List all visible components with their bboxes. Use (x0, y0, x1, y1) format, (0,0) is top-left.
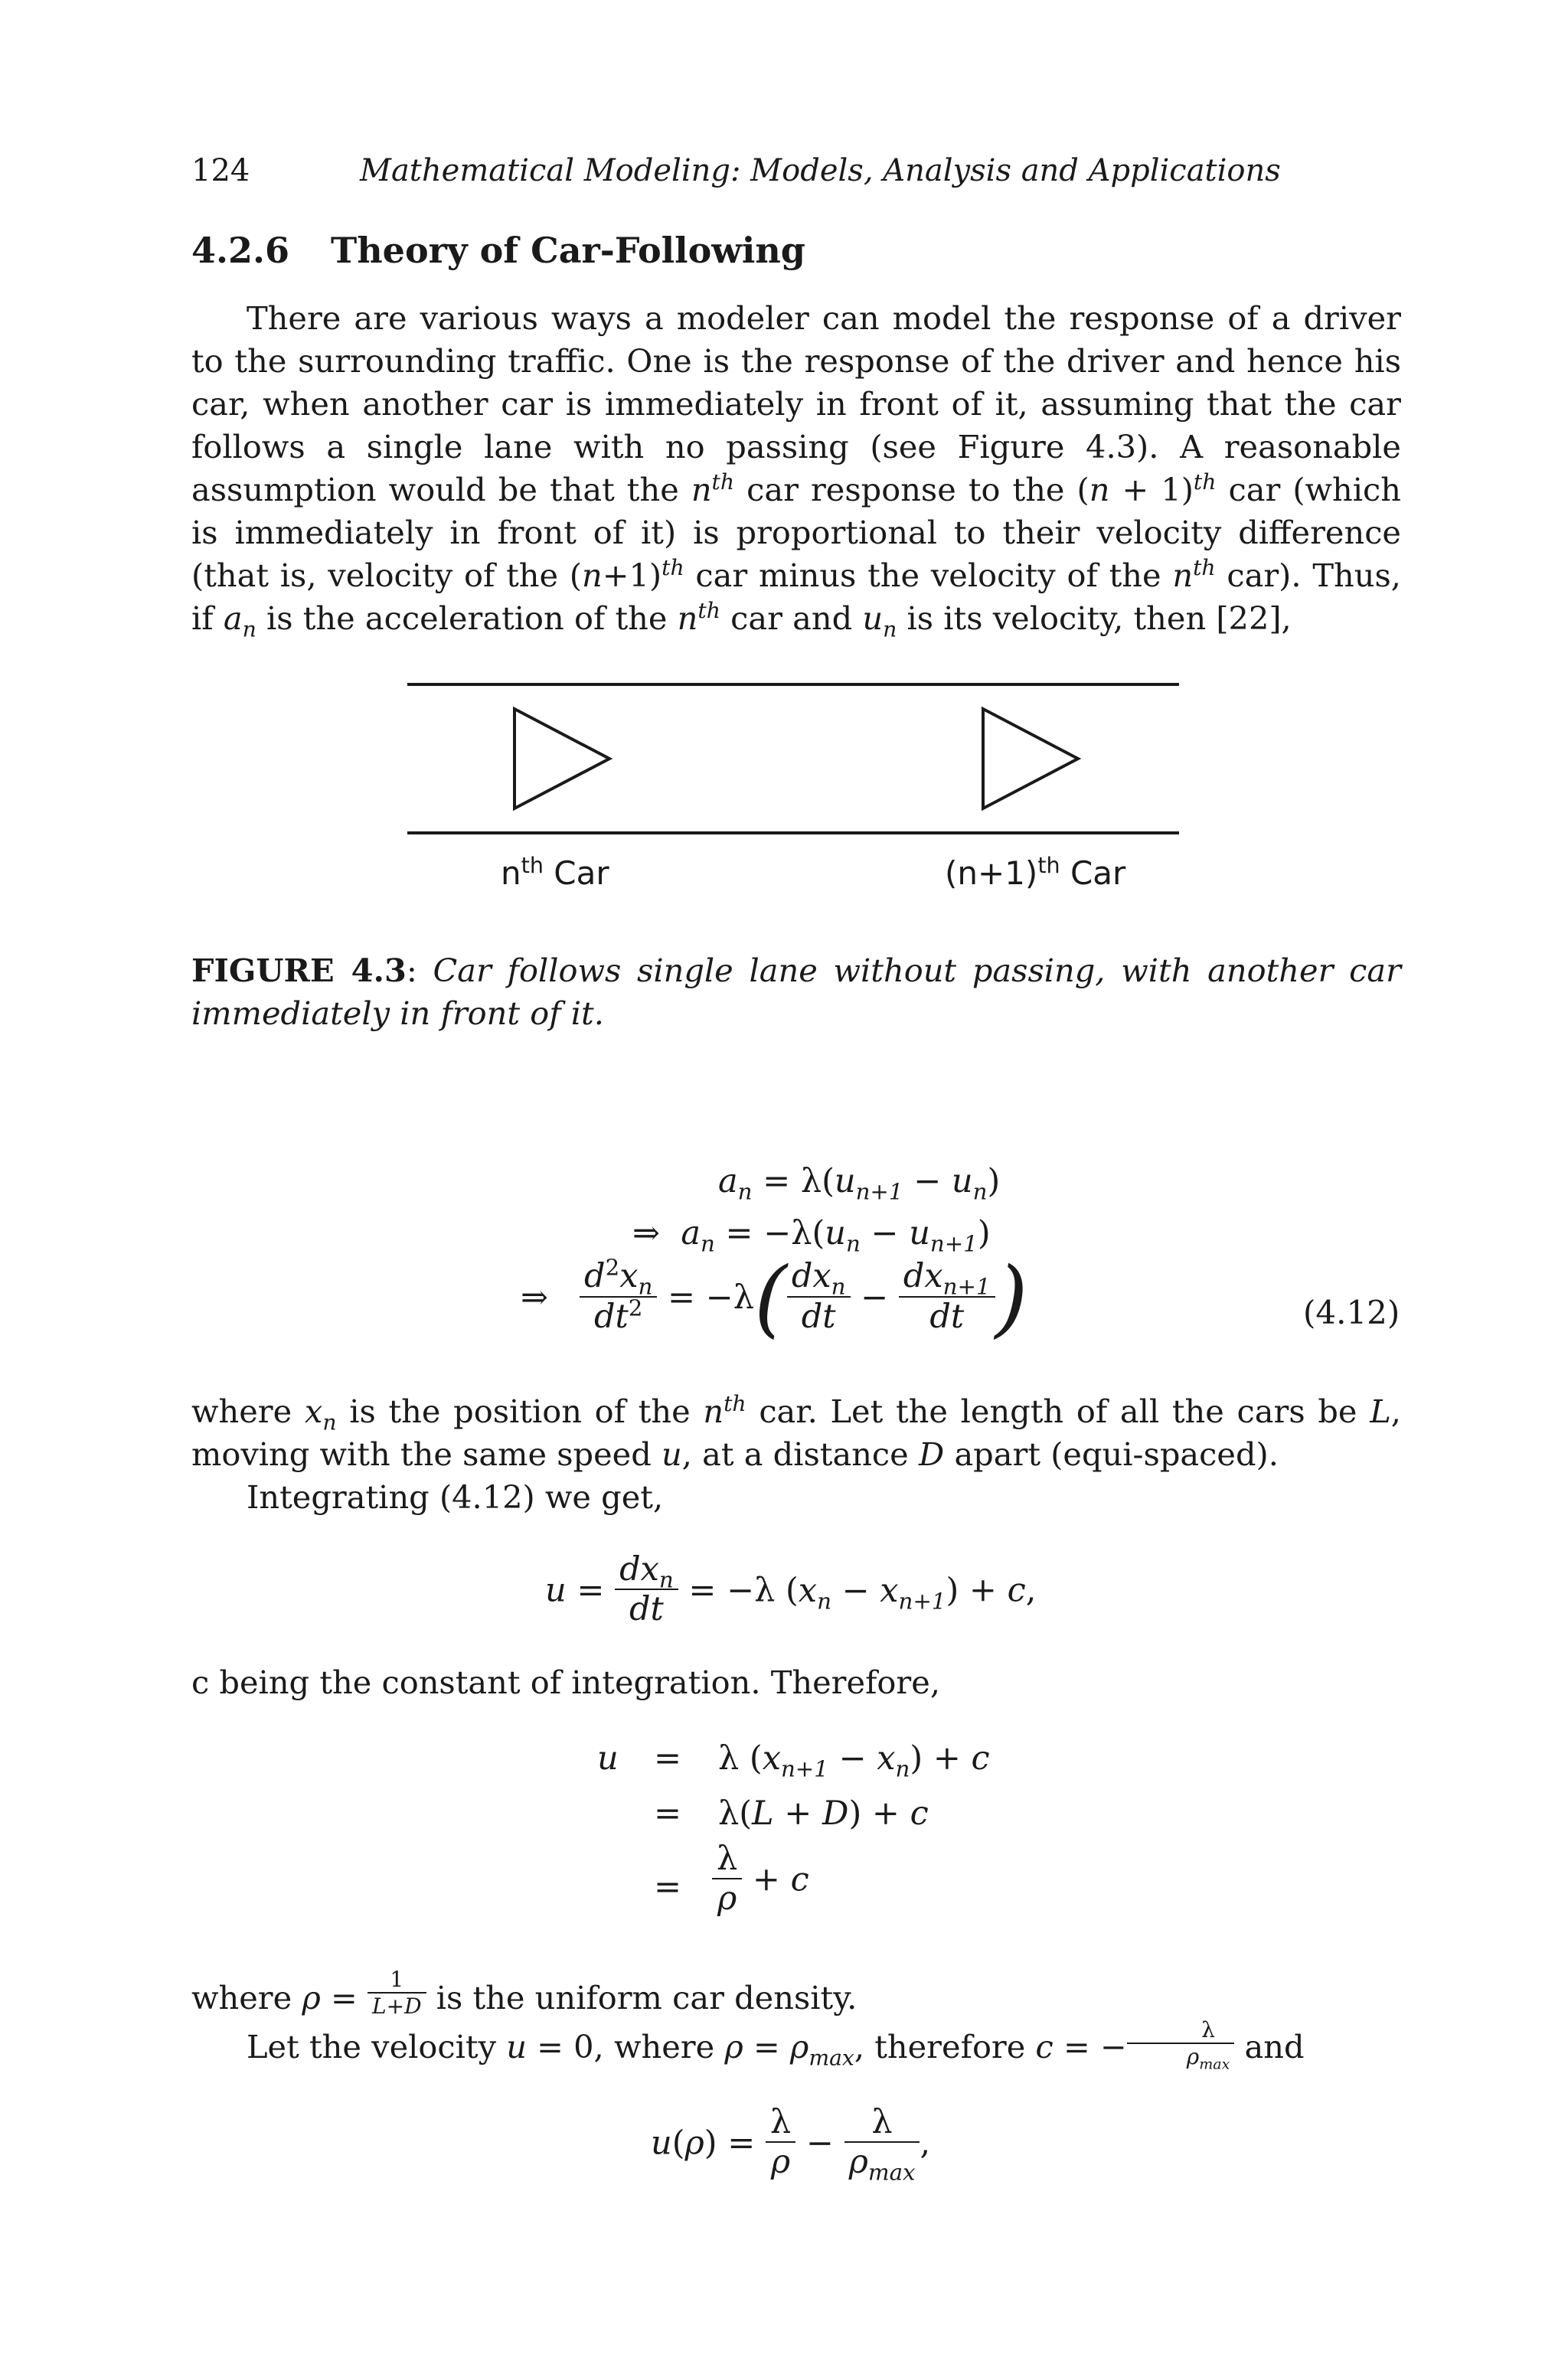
eq-u-rhs-1: λ $(x_{n+1} - x_n) + c$ (718, 1739, 990, 1782)
section-number: 4.2.6 (191, 230, 290, 271)
car-n1-triangle (983, 709, 1078, 808)
p1-text-2: car response to the (746, 471, 1065, 508)
running-head (191, 153, 1401, 199)
p1-text-6: is the acceleration of the (266, 599, 668, 637)
p1-text-4: car minus the velocity of the (695, 557, 1161, 594)
eq-integrated: u = $\frac{dx_n}{dt}$ = −λ $(x_n - x_{n+1}) + c$, (545, 1550, 1037, 1629)
eq-u-rhs-2: λ(L + D) + c (718, 1794, 929, 1833)
caption-text: Car follows single lane without passing, with another car immediately in front of it. (191, 952, 1401, 1032)
eq-line-3: ⇒ $\frac{d^2x_n}{dt^2}$ = −λ( $\frac{dx_n}{dt}$ − $\frac{dx_{n+1}}{dt}$ ) (521, 1249, 1028, 1347)
p1-text-5: car). Thus, if (191, 557, 1401, 637)
p1-text-8: is its velocity, then [22], (906, 599, 1292, 637)
frac-dxn-dt: $\frac{dx_n}{dt}$ (787, 1258, 851, 1337)
math-nth: $n^{th}$ (691, 469, 735, 508)
eq-line-2: ⇒ $a_n = -\lambda(u_n - u_{n+1})$ (632, 1214, 991, 1257)
math-un: $u_n$ (862, 599, 897, 642)
car-n-label: $n^{th}$ Car (501, 852, 609, 892)
density-paragraph: where ρ = $\frac{1}{L+D}$ is the uniform car density. (191, 1967, 858, 2020)
p1-text-1: There are various ways a modeler can model the response of a driver to the surrounding traffic. One is the response of the driver and hence his car, when another car is immediately in front of it, assuming that the car follows a single lane with no passing (see Figure 4.3). A reasonable assumption would be that the (191, 299, 1401, 508)
integrating-paragraph: Integrating (4.12) we get, (247, 1478, 664, 1516)
eq-equals-2: = (654, 1794, 682, 1833)
p1-text-3: car (which is immediately in front of it) is proportional to their velocity difference (that is, velocity of the (191, 471, 1402, 594)
frac-d2xn-dt2: $\frac{d^2x_n}{dt^2}$ (580, 1258, 657, 1337)
math-an: $a_n$ (223, 599, 256, 642)
eq-equals-1: = (654, 1739, 682, 1778)
eq-equals-3: = (654, 1868, 682, 1906)
velocity-zero-paragraph: Let the velocity u = 0, where $\rho = \rho_{max}$, therefore c = − $\frac{\lambda}{\rho_{max}}$ and (247, 2017, 1305, 2073)
equation-number: (4.12) (1303, 1294, 1400, 1331)
car-n1-label: $(n+1)^{th}$ Car (945, 852, 1126, 892)
running-title: Mathematical Modeling: Models, Analysis and Applications (360, 153, 1281, 188)
eq-line-1: $a_n = \lambda(u_{n+1} - u_n)$ (718, 1162, 1001, 1205)
figure-caption: FIGURE 4.3: Car follows single lane without passing, with another car immediately in front of it. (191, 952, 1401, 1032)
eq-u-rhs-3: $\frac{\lambda}{\rho}$ + c (712, 1840, 809, 1919)
math-nth-2: $n^{th}$ (1172, 555, 1216, 594)
eq-u-of-rho: u(ρ) = $\frac{\lambda}{\rho}$ − $\frac{\lambda}{\rho_{max}}$ , (651, 2103, 931, 2186)
constant-paragraph: c being the constant of integration. Therefore, (191, 1664, 941, 1701)
math-n1th: $(n + 1)^{th}$ (1076, 469, 1217, 508)
math-n1th-2: $(n+1)^{th}$ (569, 555, 684, 594)
math-nth-3: $n^{th}$ (677, 598, 720, 637)
eq-u-lhs: u (597, 1739, 619, 1778)
page-number: 124 (191, 153, 250, 188)
position-paragraph: where $x_n$ is the position of the $n^{th}$ car. Let the length of all the cars be L, moving with the same speed u, at a distance D apart (equi-spaced). (191, 1391, 1401, 1473)
car-n-triangle (514, 709, 609, 808)
section-title: Theory of Car-Following (331, 230, 805, 271)
frac-dxn1-dt: $\frac{dx_{n+1}}{dt}$ (899, 1258, 995, 1337)
p1-text-7: car and (730, 599, 853, 637)
caption-label: FIGURE 4.3 (191, 952, 407, 989)
section-heading (191, 230, 805, 271)
intro-paragraph (191, 297, 1401, 640)
